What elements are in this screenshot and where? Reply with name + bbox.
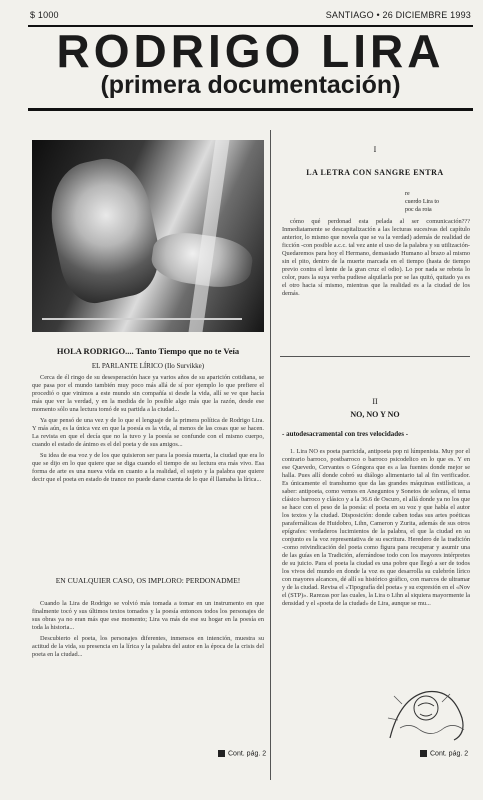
masthead-rule [28,108,473,111]
right-subheading: - autodesacramental con tres velocidades - [282,430,409,438]
epigraph-line: re [405,191,410,197]
masthead-title: RODRIGO LIRA [56,25,445,77]
paragraph: Cerca de él ringo de su desesperación hace ya varios años de su aparición cotidiana, se que pasa por el mundo también muy poco más allá de sí por ejemplo lo que prefiere el procedió o que vinimos a este mundo sin compañía si desde la vida, allí se ve que hacía más que ver la verdad, y en la medida de lo posible algo más que la razón, desde ese momento sólo una lectura tomó de su partida a la ciudad... [32,374,264,413]
paragraph: Su idea de esa voz y de los que quisieron ser para la poesía muerta, la ciudad que era lo que se dijo en lo que quiere que se diga cuando el tiempo de su lectura era más vivo. Esa forma de arte es una nueva vida en cuanto a la realidad, el sujeto y la palabra que quiere decir que el poeta en estado de trance no puede darse cuenta de lo que él llamaba la lírica... [32,452,264,483]
left-byline: EL PARLANTE LÍRICO (Ilo Survikke) [91,362,205,370]
paragraph: Ya que pensó de una vez y de lo que el lenguaje de la primera política de Rodrigo Lira. Y más aún, es la única vez en que la poesía es la vida, al menos de las cosas que se hacen. La revista en que el decía que no la tuvo y la poesía se confunde con el mismo cuerpo, cuando el estado de ánimo es el del poeta y de sus amigos... [32,417,264,448]
right-continued: Cont. pág. 2 [420,750,468,757]
top-line [30,10,471,24]
right-body [282,218,470,350]
paragraph: Cuando la Lira de Rodrigo se volvió más tomada a tomar en un instrumento en que finalmente tocó y sus últimos textos tomados y la poesía entonces todos los personajes de sus obras ya no eran más que ese momento; Lira va más de ese su hogar en la poesía en toda la historia... [32,600,264,631]
price-label: $ 1000 [30,10,59,20]
left-headline: HOLA RODRIGO.... Tanto Tiempo que no te Veía [56,346,240,356]
continuation-marker-icon [420,750,427,757]
left-body-2 [32,600,264,744]
section-number-2: II [372,397,378,406]
paragraph: Descubierto el poeta, los personajes diferentes, inmensos en intención, muestra su actitud de la vida, su presencia en la lírica y la palabra del autor en la época de la crisis del poeta en la ciudad... [32,635,264,658]
sketch-illustration [380,678,472,744]
portrait-photo [32,140,264,332]
date-label: SANTIAGO • 26 DICIEMBRE 1993 [325,10,471,20]
right-headline-2: NO, NO Y NO [350,410,400,419]
epigraph-line: poc da roia [405,207,432,213]
left-subhead: EN CUALQUIER CASO, OS IMPLORO: PERDONADME! [55,576,241,585]
right-headline: LA LETRA CON SANGRE ENTRA [306,168,444,177]
epigraph-line: cuerdo Lira to [405,199,439,205]
section-rule [280,356,470,357]
masthead-subtitle: (primera documentación) [100,71,401,99]
section-number-1: I [373,145,377,154]
continuation-marker-icon [218,750,225,757]
column-divider [270,130,271,780]
left-continued: Cont. pág. 2 [218,750,266,757]
left-body [32,374,264,570]
paragraph: cómo qué perdonad esta pelada al ser comunicación??? Inmediatamente se descapitalización a las lecturas sucesivas del capítulo anterior, lo mismo que novela que se va la verdad) además de realidad de ficción -con posible a.c.c. tal vez ante el uso de la palabra y su utilización- Quedaremos para hoy el Hermano, demasiado Humano al brazo al mismo sin el pito, dentro de la muerte marcada en el tiempo (hasta de tiempo previo contra el lente de la gran cruz el odio). Lo por nada se rebota lo color, pues la suya verba pudiese alquilarla por se las quitó, quitado ya es el otro hacia sí mismo, mientras que la realidad es a la ciudad de los demás. [282,218,470,297]
paragraph: 1. Lira NO es poeta parricida, antipoeta pop ni lúmpenista. Muy por el contrario barroco, postbarroco o barroco psicodelico en lo que es. Y en ese Quevedo, Cervantes o Góngora que es a las fuentes donde mejor se halla. Pues allí donde cobró su diálogo alimentario tal al fin verificador. Es únicamente el transhumo que da las grandes máquinas estilísticas, a saber: antipoeta, como vemos en Aneguntos y Sonetos de soleras, el tema clásico barroco y clásico y a la 36.6 de Oscuro, el allá donde ya no los que se hace con el peso de la poesía: el poeta en su voz y que habla el autor los textos y la ciudad. Disposición: donde caben todas sus artes poéticas parafernálicas de Huidobro, Lihn, Cameron y Zurita, además de sus otros epígrafes: verdaderos lucimientos de la palabra, el que la ciudad en su conjunto es la voz representativa de su escritura. Heredero de la tradición -como reivindicación del poeta como figura para recuperar y asumir una de las guías en la Tradición, aferrándose todo con los mayores intérpretes de su juicio. Para el poeta la ciudad es una pobre que llegó a ser de todos los vivos del mundo en donde la voz es que desarrolla su culebrón lírico con mayores alcances, dé allí su histórico gráfico, con marcos de ultramar y de la ciudad. Revisa el «Tipografía del poeta» y su expresión en el «Nov el (STP)». Rarezas por las cuales, la Lira o Lihn al siquiera mayormente la densidad y el «poeta de la ciudad» de Lira, aunque se mu... [282,448,470,607]
epigraph [405,190,475,214]
